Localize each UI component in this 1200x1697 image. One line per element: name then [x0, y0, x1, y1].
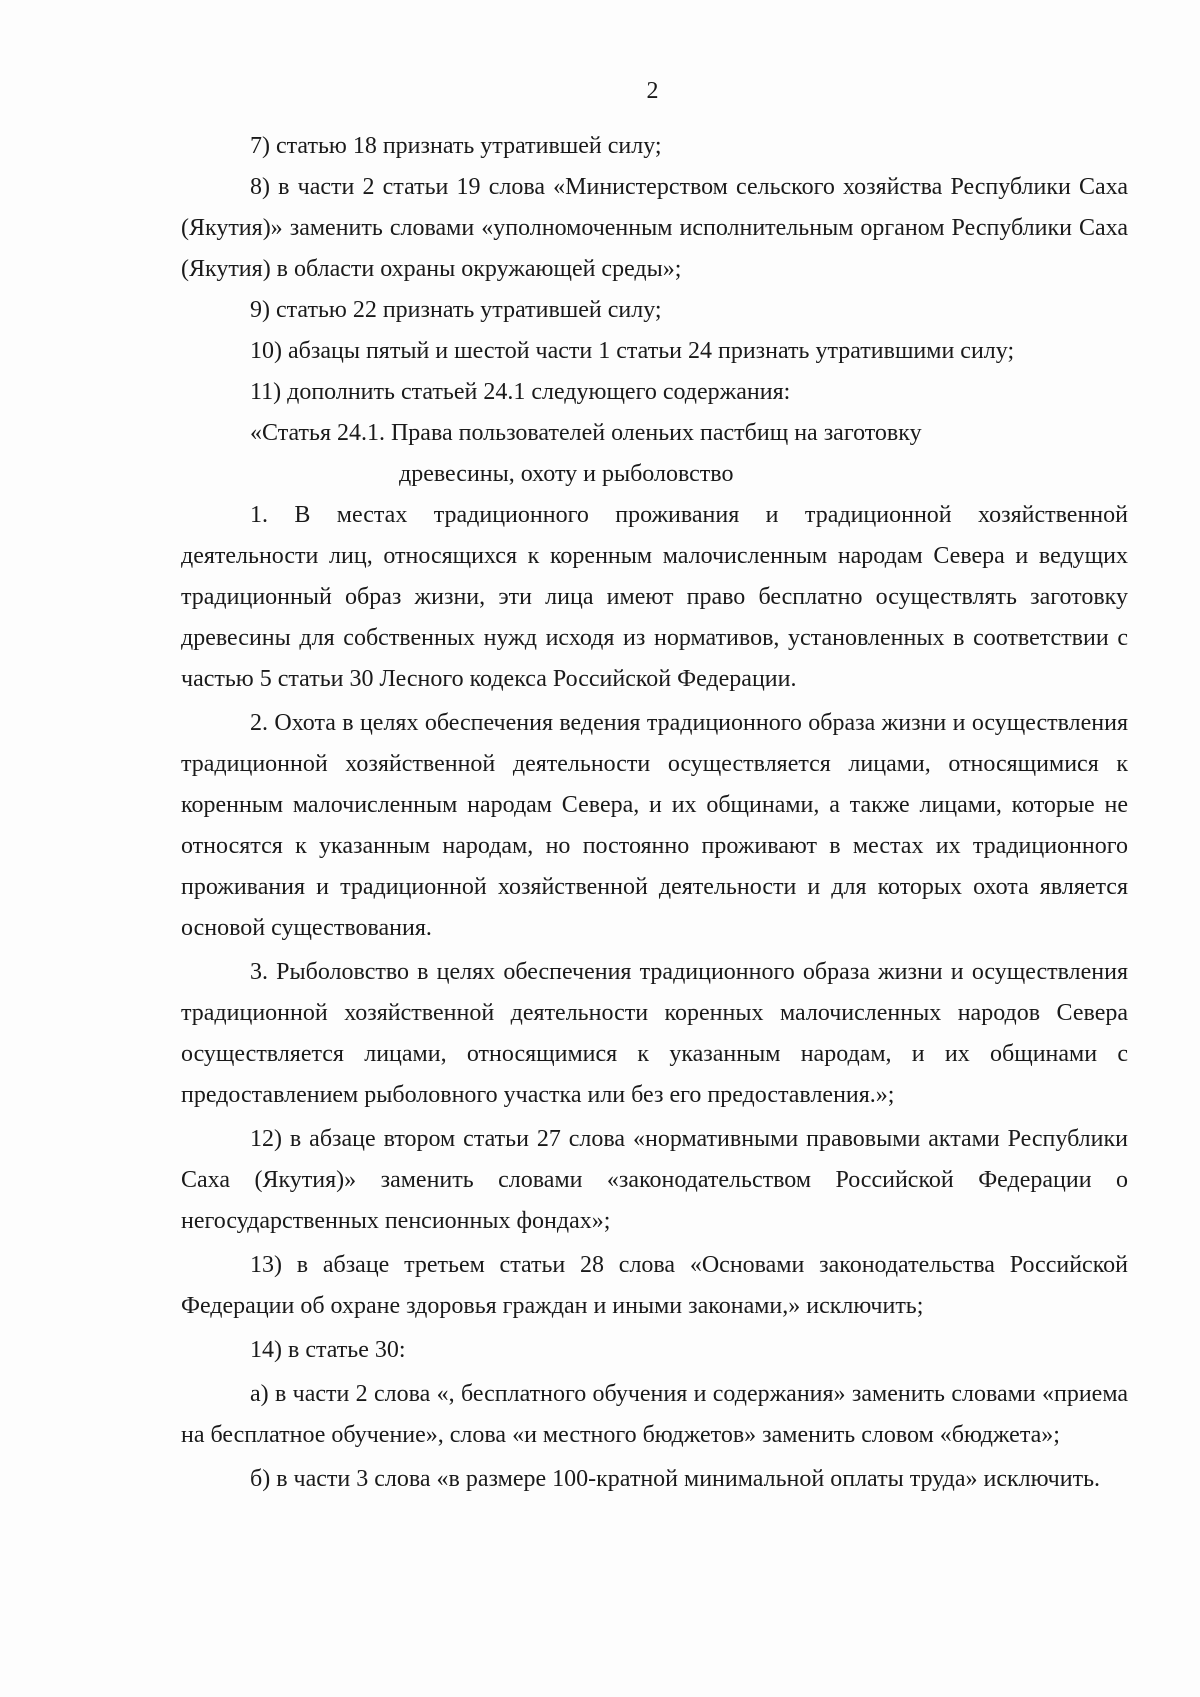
page-number: 2: [646, 78, 659, 104]
amendment-item-10: 10) абзацы пятый и шестой части 1 статьи 24 признать утратившими силу;: [250, 338, 1015, 364]
article-part-2: 2. Охота в целях обеспечения ведения традиционного образа жизни и осуществления традиционной хозяйственной деятельности осуществляется лицами, относящимися к коренным малочисленным народам Севера, и их общинами, а также лицами, которые не относятся к указанным народам, но постоянно проживают в местах их традиционного проживания и традиционной хозяйственной деятельности и для которых охота является основой существования.: [181, 710, 1128, 941]
amendment-item-14a: а) в части 2 слова «, бесплатного обучения и содержания» заменить словами «приема на бесплатное обучение», слова «и местного бюджетов» заменить словом «бюджета»;: [181, 1381, 1128, 1448]
amendment-item-11: 11) дополнить статьей 24.1 следующего содержания:: [250, 379, 791, 405]
amendment-item-9: 9) статью 22 признать утратившей силу;: [250, 297, 662, 323]
document-body: [181, 126, 1128, 1500]
article-title-line-2: древесины, охоту и рыболовство: [399, 461, 734, 487]
article-part-1: 1. В местах традиционного проживания и традиционной хозяйственной деятельности лиц, относящихся к коренным малочисленным народам Севера и ведущих традиционный образ жизни, эти лица имеют право бесплатно осуществлять заготовку древесины для собственных нужд исходя из нормативов, установленных в соответствии с частью 5 статьи 30 Лесного кодекса Российской Федерации.: [181, 502, 1128, 692]
amendment-item-12: 12) в абзаце втором статьи 27 слова «нормативными правовыми актами Республики Саха (Якутия)» заменить словами «законодательством Российской Федерации о негосударственных пенсионных фондах»;: [181, 1126, 1128, 1234]
amendment-item-7: 7) статью 18 признать утратившей силу;: [250, 133, 662, 159]
amendment-item-13: 13) в абзаце третьем статьи 28 слова «Основами законодательства Российской Федерации об охране здоровья граждан и иными законами,» исключить;: [181, 1252, 1128, 1319]
amendment-item-14b: б) в части 3 слова «в размере 100-кратной минимальной оплаты труда» исключить.: [250, 1466, 1101, 1492]
amendment-item-8: 8) в части 2 статьи 19 слова «Министерством сельского хозяйства Республики Саха (Якутия)» заменить словами «уполномоченным исполнительным органом Республики Саха (Якутия) в области охраны окружающей среды»;: [181, 174, 1128, 282]
article-part-3: 3. Рыболовство в целях обеспечения традиционного образа жизни и осуществления традиционной хозяйственной деятельности коренных малочисленных народов Севера осуществляется лицами, относящимися к указанным народам, и их общинами с предоставлением рыболовного участка или без его предоставления.»;: [181, 959, 1128, 1108]
article-title-line-1: «Статья 24.1. Права пользователей оленьих пастбищ на заготовку: [250, 420, 922, 446]
amendment-item-14: 14) в статье 30:: [250, 1337, 406, 1363]
